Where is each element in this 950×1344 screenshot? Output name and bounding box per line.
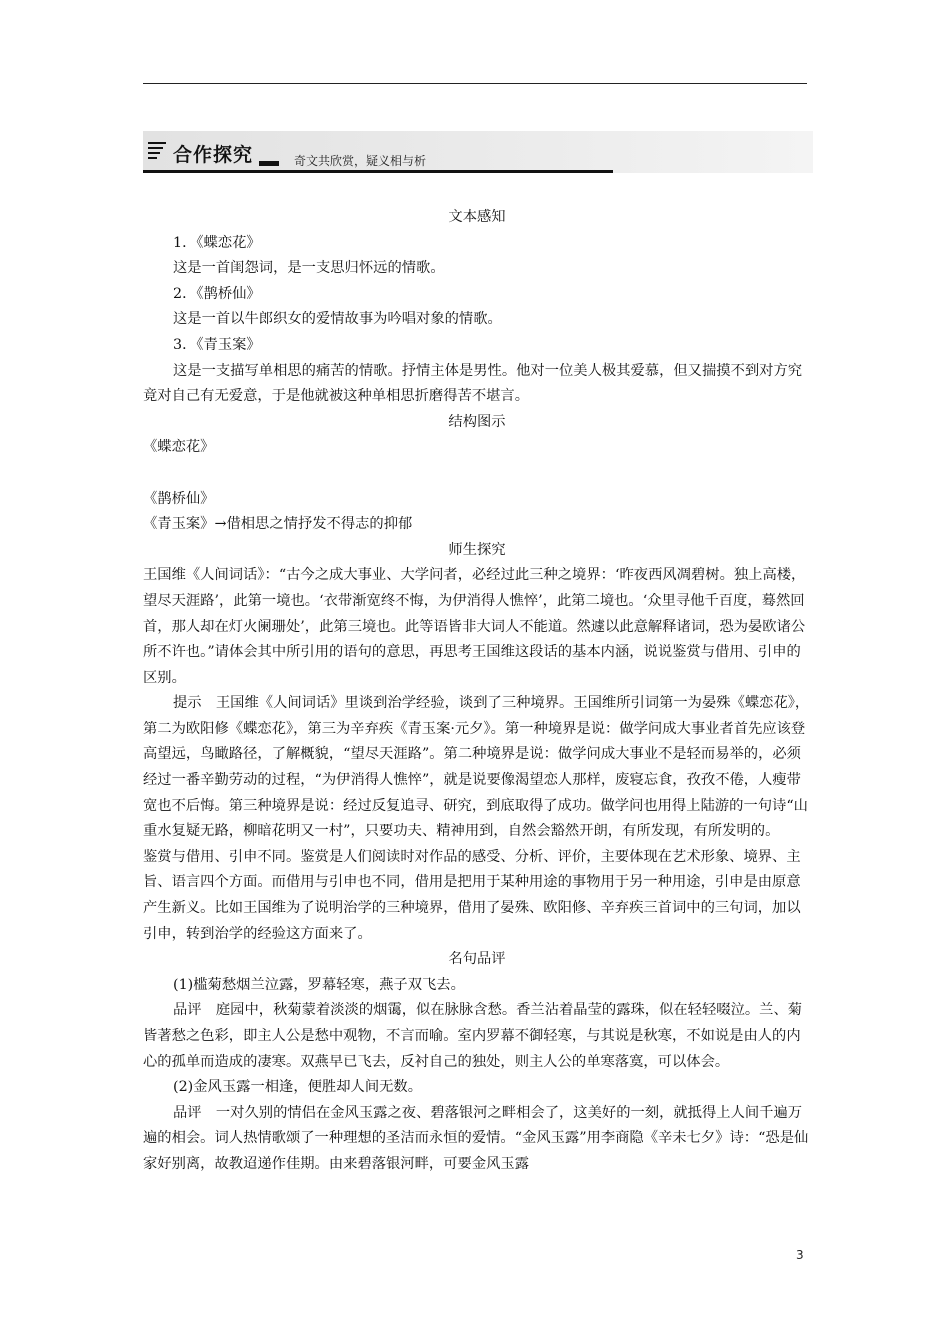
structure-line-3: 《青玉案》→借相思之情抒发不得志的抑郁 (143, 516, 413, 533)
banner-subtitle: 奇文共欣赏，疑义相与析 (294, 154, 427, 168)
page-number: 3 (796, 1248, 804, 1262)
famous-line-1: (1)槛菊愁烟兰泣露，罗幕轻寒，燕子双飞去。 (173, 976, 465, 993)
header-rule (143, 83, 807, 84)
inquiry-hint: 提示 王国维《人间词话》里谈到治学经验，谈到了三种境界。王国维所引词第一为晏殊《蝶恋花》，第二为欧阳修《蝶恋花》，第三为辛弃疾《青玉案·元夕》。第一种境界是说：做学问成大事业者首先应该登高望远，鸟瞰路径，了解概貌，“望尽天涯路”。第二种境界是说：做学问成大事业不是轻而易举的，必须经过一番辛勤劳动的过程，“为伊消得人憔悴”，就是说要像渴望恋人那样，废寝忘食，孜孜不倦，人瘦带宽也不后悔。第三种境界是说：经过反复追寻、研究，到底取得了成功。做学问也用得上陆游的一句诗“山重水复疑无路，柳暗花明又一村”，只要功夫、精神用到，自然会豁然开朗，有所发现，有所发明的。 (143, 695, 810, 840)
banner-title: 合作探究 (173, 144, 254, 166)
famous-comment-2: 品评 一对久别的情侣在金风玉露之夜、碧落银河之畔相会了，这美好的一刻，就抵得上人间千遍万遍的相会。词人热情歌颂了一种理想的圣洁而永恒的爱情。“金风玉露”用李商隐《辛未七夕》诗：“恐是仙家好别离，故教迢递作佳期。由来碧落银河畔，可要金风玉露 (143, 1104, 809, 1172)
stripes-icon (148, 142, 166, 162)
structure-line-2: 《鹊桥仙》 (143, 490, 215, 507)
item-title-1: 1．《蝶恋花》 (173, 234, 261, 251)
famous-comment-1: 品评 庭园中，秋菊蒙着淡淡的烟霭，似在脉脉含愁。香兰沾着晶莹的露珠，似在轻轻啜泣。兰、菊皆著愁之色彩，即主人公是愁中观物，不言而喻。室内罗幕不御轻寒，与其说是秋寒，不如说是由人的内心的孤单而造成的凄寒。双燕早已飞去，反衬自己的独处，则主人公的单寒落寞，可以体会。 (143, 1002, 803, 1070)
heading-famous-lines: 名句品评 (448, 951, 506, 968)
document-body (143, 205, 811, 1178)
item-desc-2: 这是一首以牛郎织女的爱情故事为吟唱对象的情歌。 (173, 311, 502, 328)
structure-line-1: 《蝶恋花》 (143, 439, 215, 456)
inquiry-difference: 鉴赏与借用、引申不同。鉴赏是人们阅读时对作品的感受、分析、评价，主要体现在艺术形象、境界、主旨、语言四个方面。而借用与引申也不同，借用是把用于某种用途的事物用于另一种用途，引申是由原意产生新义。比如王国维为了说明治学的三种境界，借用了晏殊、欧阳修、辛弃疾三首词中的三句词，加以引申，转到治学的经验这方面来了。 (143, 848, 801, 942)
section-banner (143, 131, 813, 173)
item-title-3: 3．《青玉案》 (173, 336, 261, 353)
heading-inquiry: 师生探究 (448, 541, 506, 558)
heading-text-perception: 文本感知 (448, 209, 506, 225)
inquiry-question: 王国维《人间词话》：“古今之成大事业、大学问者，必经过此三种之境界：‘昨夜西风凋碧树。独上高楼，望尽天涯路’，此第一境也。‘衣带渐宽终不悔，为伊消得人憔悴’，此第二境也。‘众里寻他千百度，蓦然回首，那人却在灯火阑珊处’，此第三境也。此等语皆非大词人不能道。然遽以此意解释诸词，恐为晏欧诸公所不许也。”请体会其中所引用的语句的意思，再思考王国维这段话的基本内涵，说说鉴赏与借用、引申的区别。 (143, 567, 806, 686)
item-desc-1: 这是一首闺怨词，是一支思归怀远的情歌。 (173, 260, 445, 277)
banner-bar (259, 161, 279, 166)
famous-line-2: (2)金风玉露一相逢，便胜却人间无数。 (173, 1079, 422, 1096)
heading-structure: 结构图示 (448, 413, 506, 430)
item-desc-3: 这是一支描写单相思的痛苦的情歌。抒情主体是男性。他对一位美人极其爱慕，但又揣摸不到对方究竟对自己有无爱意，于是他就被这种单相思折磨得苦不堪言。 (143, 362, 803, 405)
banner-underline (143, 170, 613, 173)
item-title-2: 2．《鹊桥仙》 (173, 285, 261, 302)
